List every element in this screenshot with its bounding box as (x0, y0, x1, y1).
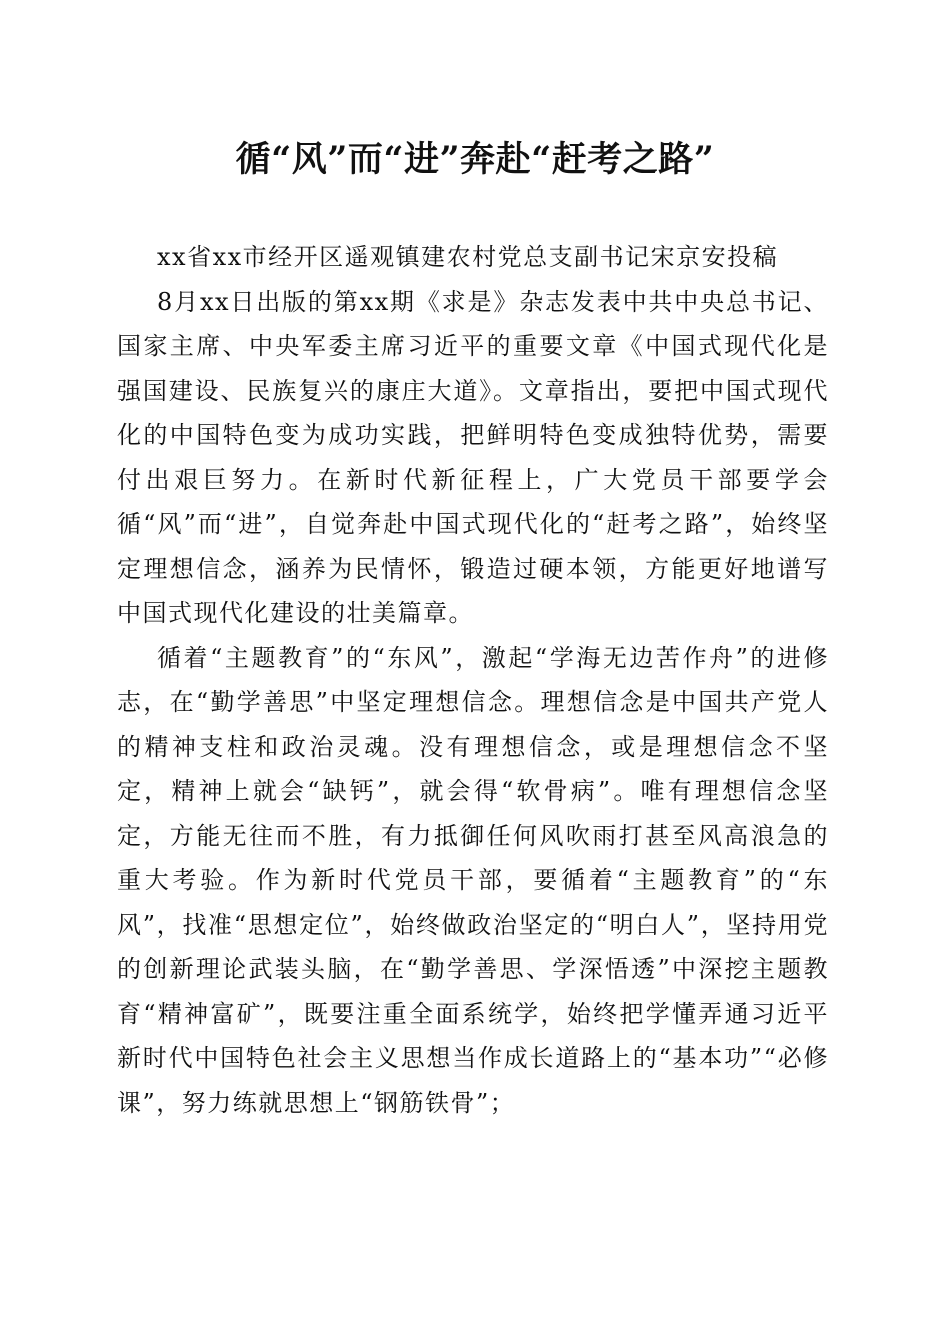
author-byline: xx省xx市经开区遥观镇建农村党总支副书记宋京安投稿 (157, 243, 779, 271)
paragraph-intro: 8月xx日出版的第xx期《求是》杂志发表中共中央总书记、国家主席、中央军委主席习近平的重要文章《中国式现代化是强国建设、民族复兴的康庄大道》。文章指出，要把中国式现代化的中国特色变为成功实践，把鲜明特色变成独特优势，需要付出艰巨努力。在新时代新征程上，广大党员干部要学会循“风”而“进”，自觉奔赴中国式现代化的“赶考之路”，始终坚定理想信念，涵养为民情怀，锻造过硬本领，方能更好地谱写中国式现代化建设的壮美篇章。 (117, 287, 829, 627)
paragraph-theme-education: 循着“主题教育”的“东风”，激起“学海无边苦作舟”的进修志，在“勤学善思”中坚定理想信念。理想信念是中国共产党人的精神支柱和政治灵魂。没有理想信念，或是理想信念不坚定，精神上就会“缺钙”，就会得“软骨病”。唯有理想信念坚定，方能无往而不胜，有力抵御任何风吹雨打甚至风高浪急的重大考验。作为新时代党员干部，要循着“主题教育”的“东风”，找准“思想定位”，始终做政治坚定的“明白人”，坚持用党的创新理论武装头脑，在“勤学善思、学深悟透”中深挖主题教育“精神富矿”，既要注重全面系统学，始终把学懂弄通习近平新时代中国特色社会主义思想当作成长道路上的“基本功”“必修课”，努力练就思想上“钢筋铁骨”； (117, 643, 829, 1117)
article-body (117, 235, 829, 1125)
article-title: 循“风”而“进”奔赴“赶考之路” (235, 139, 715, 180)
